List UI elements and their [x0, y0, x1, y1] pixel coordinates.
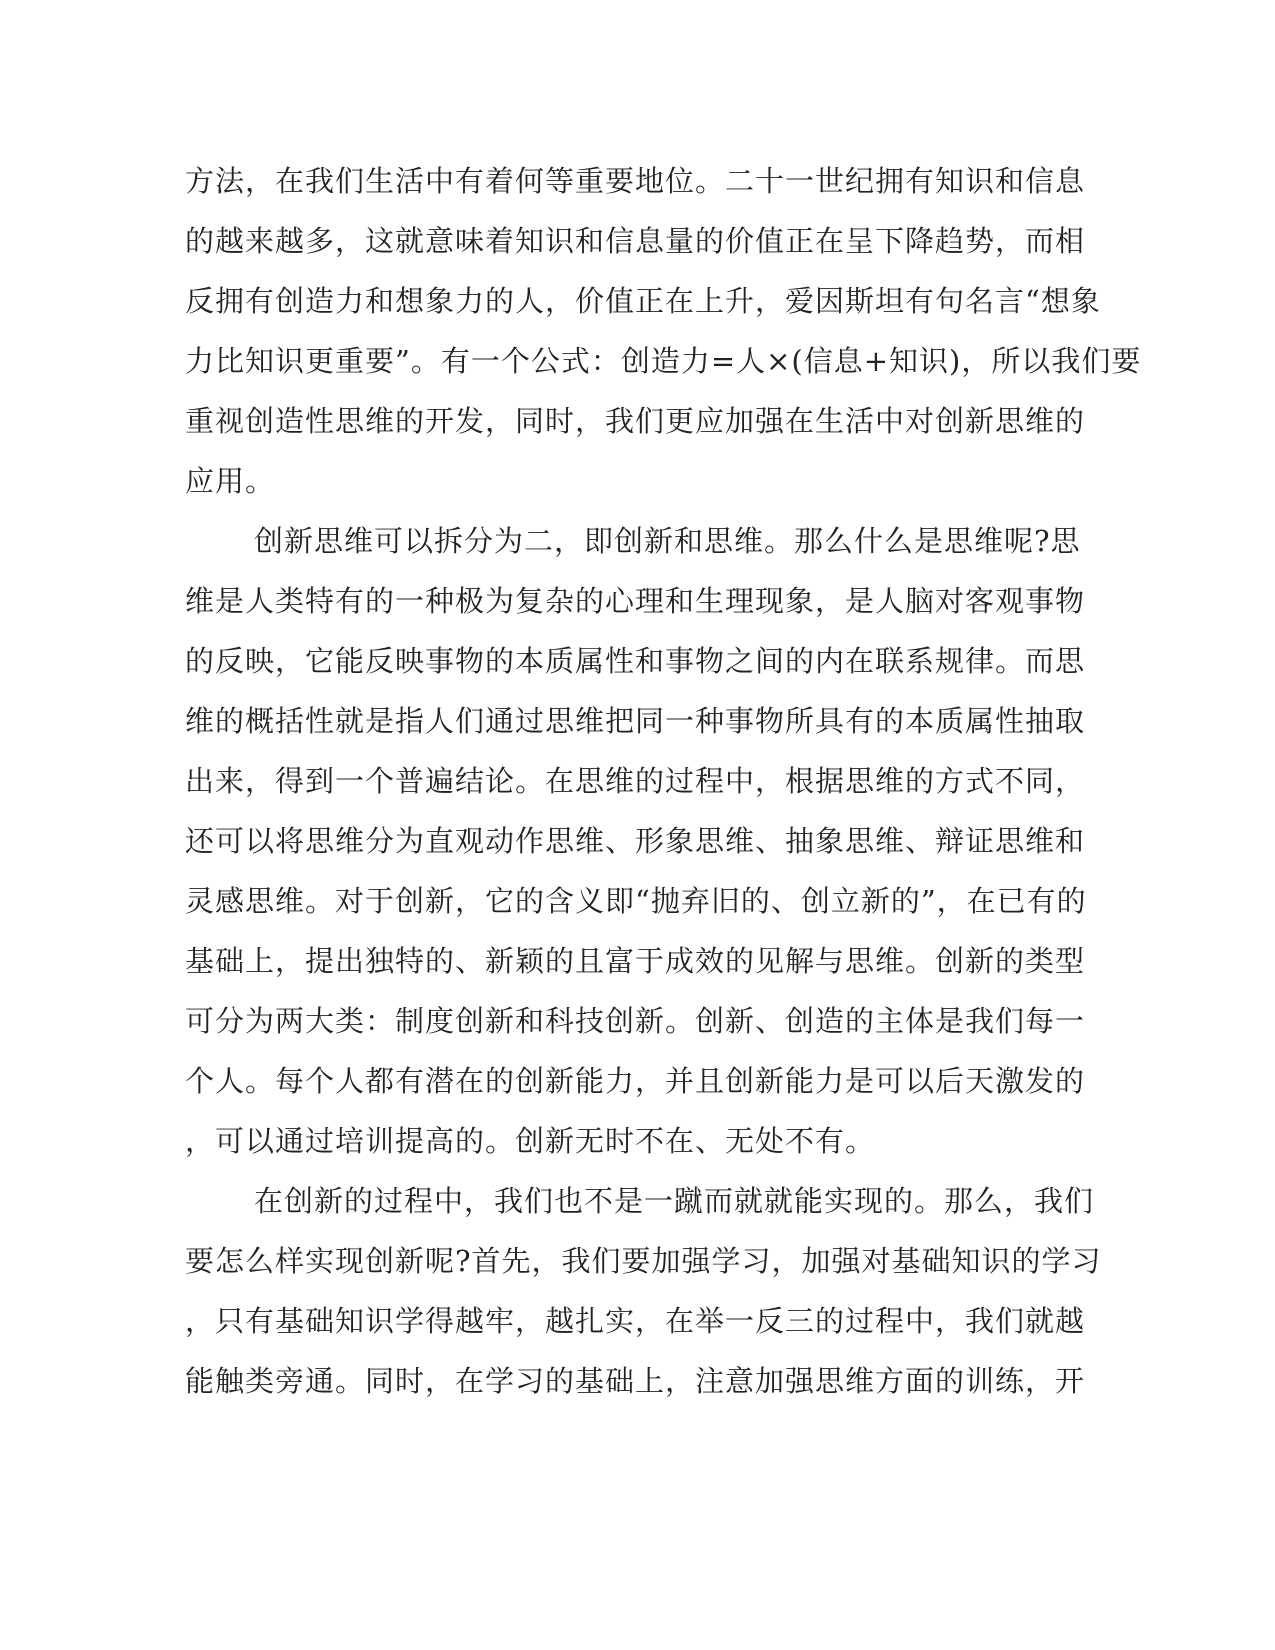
paragraph-first-line: 在创新的过程中，我们也不是一蹴而就就能实现的。那么，我们: [254, 1184, 1095, 1218]
text-line: 维是人类特有的一种极为复杂的心理和生理现象，是人脑对客观事物: [185, 584, 1086, 618]
text-line: ，可以通过培训提高的。创新无时不在、无处不有。: [185, 1124, 876, 1158]
paragraph-first-line: 创新思维可以拆分为二，即创新和思维。那么什么是思维呢?思: [254, 524, 1081, 558]
text-line: 还可以将思维分为直观动作思维、形象思维、抽象思维、辩证思维和: [185, 824, 1086, 858]
text-line: 的反映，它能反映事物的本质属性和事物之间的内在联系规律。而思: [185, 644, 1086, 678]
text-line: 应用。: [185, 464, 276, 498]
text-line: 维的概括性就是指人们通过思维把同一种事物所具有的本质属性抽取: [185, 704, 1086, 738]
text-line: 能触类旁通。同时，在学习的基础上，注意加强思维方面的训练，开: [185, 1364, 1086, 1398]
text-line: 的越来越多，这就意味着知识和信息量的价值正在呈下降趋势，而相: [185, 224, 1086, 258]
text-line: 出来，得到一个普遍结论。在思维的过程中，根据思维的方式不同，: [185, 764, 1086, 798]
body-text: [185, 159, 1142, 1419]
text-line: 灵感思维。对于创新，它的含义即“抛弃旧的、创立新的”，在已有的: [185, 884, 1087, 918]
text-line: 重视创造性思维的开发，同时，我们更应加强在生活中对创新思维的: [185, 404, 1086, 438]
text-line: 基础上，提出独特的、新颖的且富于成效的见解与思维。创新的类型: [185, 944, 1086, 978]
text-line: ，只有基础知识学得越牢，越扎实，在举一反三的过程中，我们就越: [185, 1304, 1086, 1338]
text-line: 方法，在我们生活中有着何等重要地位。二十一世纪拥有知识和信息: [185, 164, 1086, 198]
text-line: 可分为两大类：制度创新和科技创新。创新、创造的主体是我们每一: [185, 1004, 1086, 1038]
text-line: 力比知识更重要”。有一个公式：创造力=人×(信息+知识)，所以我们要: [185, 344, 1142, 378]
text-line: 要怎么样实现创新呢?首先，我们要加强学习，加强对基础知识的学习: [185, 1244, 1102, 1278]
text-line: 个人。每个人都有潜在的创新能力，并且创新能力是可以后天激发的: [185, 1064, 1086, 1098]
text-line: 反拥有创造力和想象力的人，价值正在上升，爱因斯坦有句名言“想象: [185, 284, 1101, 318]
